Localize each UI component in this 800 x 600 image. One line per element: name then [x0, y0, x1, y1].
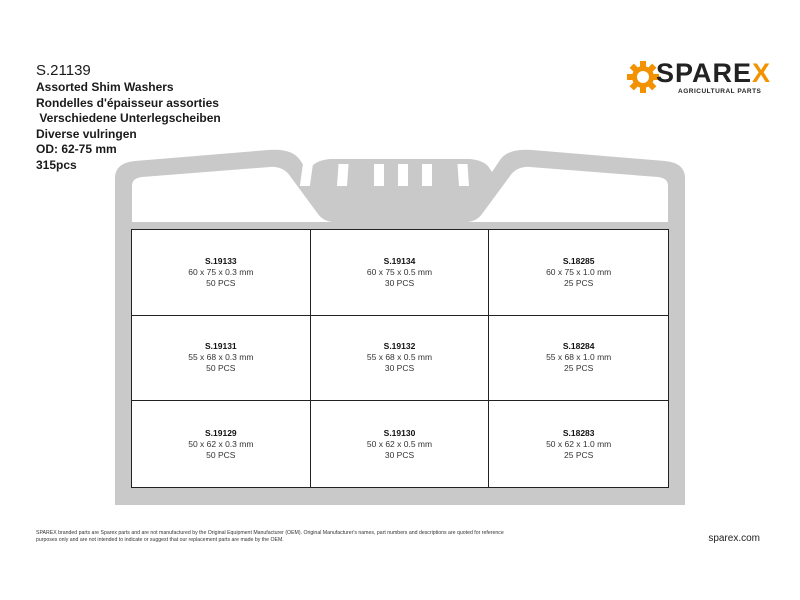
logo-subtitle: AGRICULTURAL PARTS: [678, 88, 762, 95]
website-link[interactable]: sparex.com: [708, 533, 760, 544]
part-number: S.18284: [562, 341, 595, 352]
washer-size: 50 x 62 x 0.3 mm: [188, 438, 254, 449]
compartment: [311, 401, 490, 487]
logo-wordmark: SPAREX: [656, 58, 772, 88]
compartment: [489, 230, 668, 316]
part-number: S.19133: [204, 255, 237, 266]
compartment: [311, 316, 490, 402]
disclaimer-text: SPAREX branded parts are Sparex parts and are not manufactured by the Original Equipment Manufacturer (OEM). Original Manufacturer's names, part numbers and descriptions are quoted for reference purposes only and are not intended to indicate or suggest that our replacement parts are made by the OEM.: [36, 530, 504, 543]
washer-size: 50 x 62 x 0.5 mm: [366, 438, 433, 449]
washer-size: 60 x 75 x 0.5 mm: [366, 266, 433, 277]
quantity: 30 PCS: [384, 363, 415, 374]
part-number: S.18283: [562, 427, 595, 438]
quantity: 50 PCS: [206, 277, 236, 288]
part-number: S.19129: [204, 427, 237, 438]
washer-size: 55 x 68 x 0.3 mm: [188, 352, 254, 363]
part-number: S.19134: [383, 255, 416, 266]
gear-icon: [626, 60, 660, 94]
compartment: [489, 401, 668, 487]
compartment: [132, 401, 311, 487]
piece-count: 315pcs: [36, 157, 77, 172]
title-german: Verschiedene Unterlegscheiben: [36, 111, 221, 125]
washer-size: 55 x 68 x 1.0 mm: [546, 352, 612, 363]
compartment: [311, 230, 490, 316]
washer-size: 60 x 75 x 1.0 mm: [546, 266, 612, 277]
title-french: Rondelles d'épaisseur assorties: [36, 95, 219, 110]
washer-size: 55 x 68 x 0.5 mm: [366, 352, 433, 363]
compartment: [489, 316, 668, 402]
part-number: S.19131: [204, 341, 237, 352]
title-dutch: Diverse vulringen: [36, 126, 137, 141]
washer-size: 50 x 62 x 1.0 mm: [546, 438, 612, 449]
quantity: 30 PCS: [384, 277, 415, 288]
quantity: 50 PCS: [206, 449, 236, 460]
part-number: S.19132: [383, 341, 416, 352]
quantity: 50 PCS: [206, 363, 236, 374]
quantity: 25 PCS: [564, 449, 594, 460]
part-number: S.18285: [562, 255, 595, 266]
product-code: S.21139: [36, 62, 91, 79]
washer-size: 60 x 75 x 0.3 mm: [188, 266, 254, 277]
quantity: 30 PCS: [384, 449, 415, 460]
sparex-logo: [626, 56, 772, 102]
quantity: 25 PCS: [564, 363, 594, 374]
title-english: Assorted Shim Washers: [36, 80, 174, 94]
compartment: [132, 316, 311, 402]
compartment-grid: [131, 229, 669, 488]
compartment: [132, 230, 311, 316]
product-header: [36, 62, 221, 173]
quantity: 25 PCS: [564, 277, 594, 288]
outer-diameter: OD: 62-75 mm: [36, 142, 117, 156]
part-number: S.19130: [383, 427, 416, 438]
